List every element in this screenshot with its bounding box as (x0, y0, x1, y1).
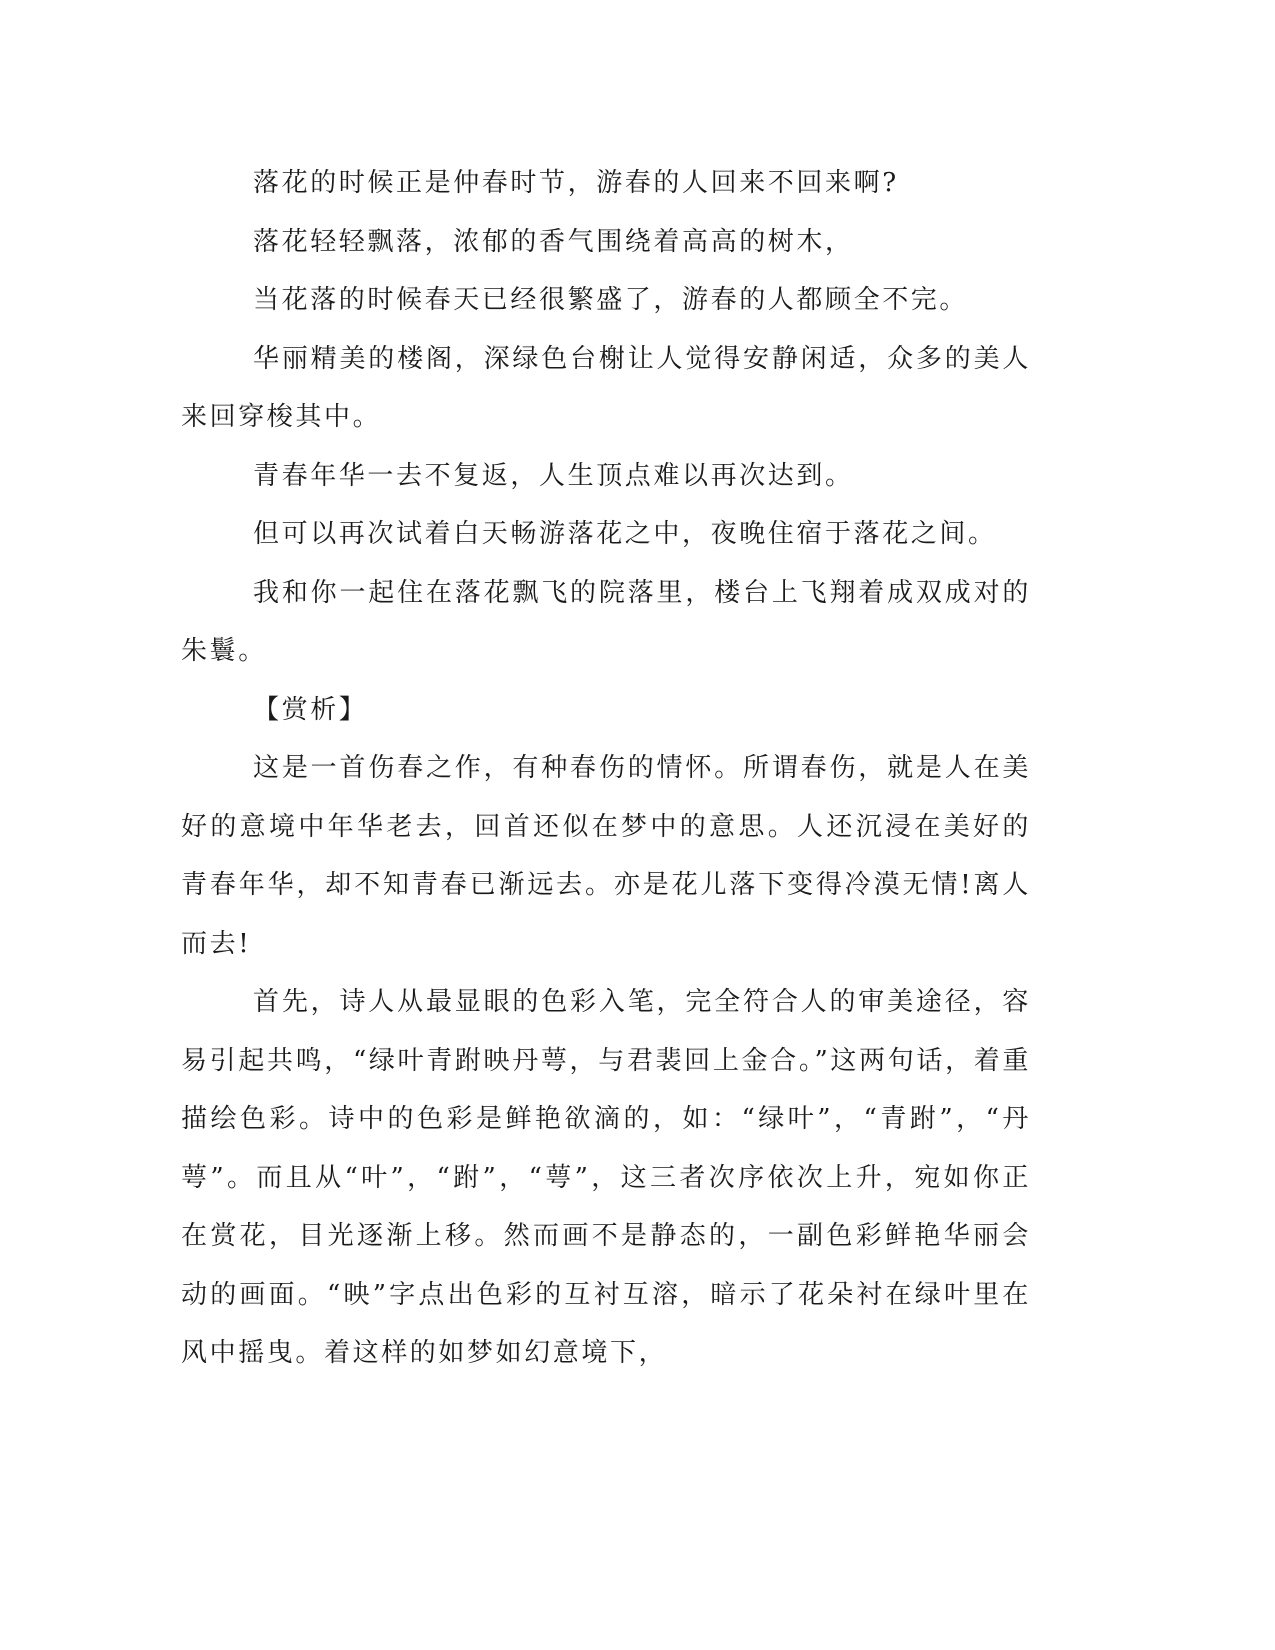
paragraph-7: 我和你一起住在落花飘飞的院落里，楼台上飞翔着成双成对的朱鬟。 (181, 577, 1031, 666)
paragraph-4: 华丽精美的楼阁，深绿色台榭让人觉得安静闲适，众多的美人来回穿梭其中。 (181, 343, 1031, 432)
paragraph-5: 青春年华一去不复返，人生顶点难以再次达到。 (253, 460, 854, 491)
paragraph-3: 当花落的时候春天已经很繁盛了，游春的人都顾全不完。 (253, 285, 969, 315)
document-body (181, 154, 1031, 1383)
paragraph-6: 但可以再次试着白天畅游落花之中，夜晚住宿于落花之间。 (253, 519, 997, 549)
paragraph-1: 落花的时候正是仲春时节，游春的人回来不回来啊? (253, 168, 899, 198)
paragraph-9: 这是一首伤春之作，有种春伤的情怀。所谓春伤，就是人在美好的意境中年华老去，回首还似在梦中的意思。人还沉浸在美好的青春年华，却不知青春已渐远去。亦是花儿落下变得冷漠无情!离人而去! (181, 753, 1031, 959)
paragraph-10: 首先，诗人从最显眼的色彩入笔，完全符合人的审美途径，容易引起共鸣，“绿叶青跗映丹萼，与君裴回上金合。”这两句话，着重描绘色彩。诗中的色彩是鲜艳欲滴的，如：“绿叶”，“青跗”，“丹萼”。而且从“叶”，“跗”，“萼”，这三者次序依次上升，宛如你正在赏花，目光逐渐上移。然而画不是静态的，一副色彩鲜艳华丽会动的画面。“映”字点出色彩的互衬互溶，暗示了花朵衬在绿叶里在风中摇曳。着这样的如梦如幻意境下， (181, 987, 1031, 1368)
paragraph-2: 落花轻轻飘落，浓郁的香气围绕着高高的树木， (253, 226, 854, 257)
section-heading-appreciation: 【赏析】 (253, 694, 368, 725)
